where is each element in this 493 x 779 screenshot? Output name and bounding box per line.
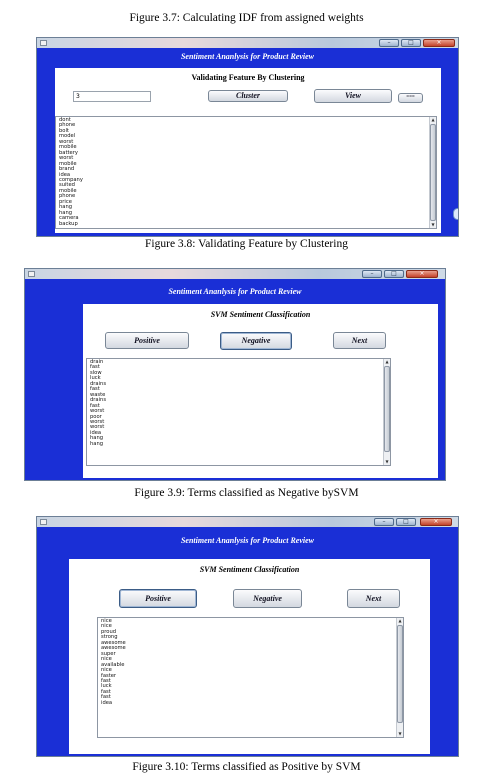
- list-item[interactable]: worst: [90, 408, 105, 415]
- list-item[interactable]: faster: [101, 672, 117, 679]
- close-button[interactable]: ×: [406, 270, 438, 278]
- scroll-down-arrow-icon[interactable]: ▼: [431, 222, 435, 227]
- positive-button[interactable]: Positive: [105, 332, 189, 349]
- list-item[interactable]: luck: [90, 375, 101, 382]
- content-panel: [83, 304, 438, 478]
- title-bar[interactable]: [37, 517, 458, 527]
- list-item[interactable]: nice: [101, 618, 112, 624]
- list-item[interactable]: luck: [101, 683, 112, 690]
- negative-terms-list[interactable]: [86, 358, 391, 466]
- cluster-button[interactable]: Cluster: [208, 90, 288, 102]
- app-icon: [40, 40, 47, 46]
- list-item[interactable]: nice: [101, 623, 112, 630]
- close-button[interactable]: ×: [423, 39, 455, 47]
- list-item[interactable]: price: [59, 198, 72, 205]
- positive-terms-list[interactable]: [97, 617, 404, 738]
- figure-3-7-caption: Figure 3.7: Calculating IDF from assigned weights: [129, 12, 364, 24]
- scroll-down-arrow-icon[interactable]: ▼: [398, 731, 402, 736]
- more-button[interactable]: ===: [398, 93, 423, 103]
- list-item[interactable]: drains: [90, 397, 107, 404]
- feature-list[interactable]: [55, 116, 437, 229]
- view-button[interactable]: View: [314, 89, 392, 103]
- list-item[interactable]: hang: [90, 440, 104, 447]
- list-item[interactable]: mobile: [59, 187, 77, 194]
- vertical-scrollbar[interactable]: [383, 359, 390, 465]
- scroll-up-arrow-icon[interactable]: ▲: [398, 618, 402, 623]
- app-icon: [40, 519, 47, 525]
- clustering-window: [36, 37, 459, 237]
- list-item[interactable]: awesome: [101, 645, 126, 652]
- resize-corner-icon: [453, 208, 459, 220]
- list-item[interactable]: worst: [59, 155, 74, 162]
- list-item[interactable]: proud: [101, 628, 117, 635]
- minimize-button[interactable]: –: [379, 39, 399, 47]
- list-item[interactable]: hang: [90, 435, 104, 442]
- list-item[interactable]: mobile: [59, 160, 77, 167]
- figure-3-9-caption: Figure 3.9: Terms classified as Negative bySVM: [134, 487, 359, 499]
- feature-list-items: [59, 118, 83, 227]
- title-bar[interactable]: [37, 38, 458, 48]
- list-item[interactable]: drain: [90, 359, 104, 365]
- app-banner-title: Sentiment Ananlysis for Product Review: [168, 287, 302, 296]
- list-item[interactable]: drains: [90, 380, 107, 387]
- scroll-thumb[interactable]: [430, 124, 436, 221]
- list-item[interactable]: idea: [101, 699, 113, 706]
- scroll-down-arrow-icon[interactable]: ▼: [385, 459, 389, 464]
- list-item[interactable]: hang: [59, 209, 73, 216]
- figure-3-10-caption: Figure 3.10: Terms classified as Positive by SVM: [132, 761, 361, 773]
- list-item[interactable]: strong: [101, 634, 118, 641]
- panel-heading: SVM Sentiment Classification: [210, 310, 311, 319]
- content-panel: [69, 559, 430, 754]
- list-item[interactable]: brand: [59, 166, 75, 173]
- list-item[interactable]: company: [59, 176, 83, 183]
- cluster-count-input[interactable]: 3: [73, 91, 151, 102]
- negative-terms-items: [90, 360, 106, 447]
- list-item[interactable]: worst: [90, 418, 105, 425]
- list-item[interactable]: suited: [59, 182, 75, 189]
- list-item[interactable]: mobile: [59, 144, 77, 151]
- list-item[interactable]: fast: [101, 688, 111, 695]
- list-item[interactable]: fast: [101, 694, 111, 701]
- list-item[interactable]: phone: [59, 193, 76, 200]
- next-button[interactable]: Next: [333, 332, 386, 349]
- maximize-button[interactable]: □: [384, 270, 404, 278]
- list-item[interactable]: slow: [90, 369, 102, 376]
- vertical-scrollbar[interactable]: [396, 618, 403, 737]
- list-item[interactable]: fast: [90, 364, 100, 371]
- list-item[interactable]: idea: [59, 171, 71, 178]
- app-banner-title: Sentiment Ananlysis for Product Review: [180, 52, 315, 61]
- scroll-thumb[interactable]: [397, 625, 403, 723]
- list-item[interactable]: camera: [59, 215, 79, 222]
- scroll-up-arrow-icon[interactable]: ▲: [431, 117, 435, 122]
- figure-3-8-caption: Figure 3.8: Validating Feature by Clustering: [145, 238, 348, 250]
- list-item[interactable]: super: [101, 650, 116, 657]
- list-item[interactable]: nice: [101, 667, 112, 674]
- panel-heading: Validating Feature By Clustering: [191, 73, 305, 82]
- scroll-up-arrow-icon[interactable]: ▲: [385, 359, 389, 364]
- list-item[interactable]: waste: [90, 391, 106, 398]
- minimize-button[interactable]: –: [374, 518, 394, 526]
- list-item[interactable]: fast: [90, 386, 100, 393]
- content-panel: [55, 68, 441, 233]
- close-button[interactable]: ×: [420, 518, 452, 526]
- list-item[interactable]: phone: [59, 122, 76, 129]
- list-item[interactable]: available: [101, 661, 125, 668]
- panel-heading: SVM Sentiment Classification: [199, 565, 300, 574]
- list-item[interactable]: bolt: [59, 127, 69, 134]
- app-icon: [28, 271, 35, 277]
- negative-button[interactable]: Negative: [220, 332, 292, 350]
- title-bar[interactable]: [25, 269, 445, 279]
- list-item[interactable]: model: [59, 133, 76, 140]
- positive-terms-items: [101, 619, 126, 706]
- maximize-button[interactable]: □: [401, 39, 421, 47]
- list-item[interactable]: fast: [90, 402, 100, 409]
- list-item[interactable]: battery: [59, 149, 78, 156]
- list-item[interactable]: hang: [59, 204, 73, 211]
- list-item[interactable]: worst: [90, 424, 105, 431]
- scroll-thumb[interactable]: [384, 366, 390, 452]
- list-item[interactable]: dont: [59, 117, 71, 123]
- app-banner-title: Sentiment Ananlysis for Product Review: [180, 536, 315, 545]
- svm-negative-window: [24, 268, 446, 481]
- list-item[interactable]: poor: [90, 413, 102, 420]
- svm-positive-window: [36, 516, 459, 757]
- negative-button[interactable]: Negative: [233, 589, 302, 608]
- list-item[interactable]: fast: [101, 677, 111, 684]
- next-button[interactable]: Next: [347, 589, 400, 608]
- list-item[interactable]: awesome: [101, 639, 126, 646]
- minimize-button[interactable]: –: [362, 270, 382, 278]
- list-item[interactable]: worst: [59, 138, 74, 145]
- positive-button[interactable]: Positive: [119, 589, 197, 608]
- list-item[interactable]: idea: [90, 429, 102, 436]
- list-item[interactable]: backup: [59, 220, 78, 227]
- vertical-scrollbar[interactable]: [429, 117, 436, 228]
- maximize-button[interactable]: □: [396, 518, 416, 526]
- list-item[interactable]: nice: [101, 656, 112, 663]
